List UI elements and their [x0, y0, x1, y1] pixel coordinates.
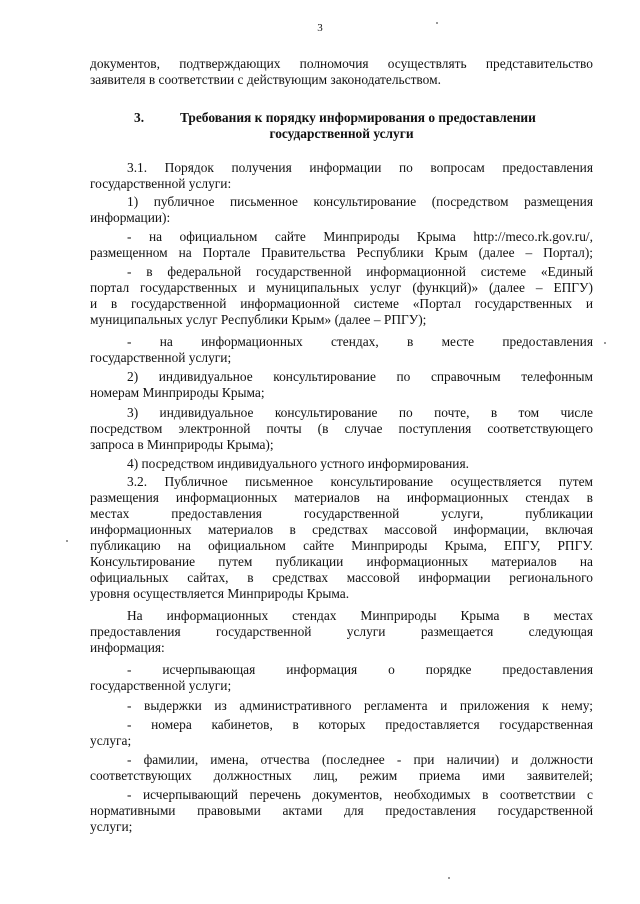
text-line: портал государственных и муниципальных услуг (функций)» (далее – ЕПГУ)	[90, 280, 593, 295]
text-line: официальных сайтах, в средствах массовой информации регионального	[90, 570, 593, 585]
text-line: 4) посредством индивидуального устного информирования.	[127, 456, 469, 471]
text-line: государственной услуги;	[90, 678, 232, 693]
text-line: - исчерпывающий перечень документов, необходимых в соответствии с	[127, 787, 593, 802]
text-line: государственной услуги:	[90, 176, 232, 191]
text-line: - фамилии, имена, отчества (последнее - при наличии) и должности	[127, 752, 593, 767]
text-line: и в государственной информационной системе «Портал государственных и	[90, 296, 593, 311]
text-line: документов, подтверждающих полномочия осуществлять представительство	[90, 56, 593, 71]
text-line: соответствующих должностных лиц, режим приема ими заявителей;	[90, 768, 593, 783]
text-line: - в федеральной государственной информационной системе «Единый	[127, 264, 593, 279]
text-line: услуга;	[90, 733, 132, 748]
text-line: заявителя в соответствии с действующим законодательством.	[90, 72, 441, 87]
section-heading: Требования к порядку информирования о предоставлении	[180, 110, 536, 125]
text-line: - на информационных стендах, в месте предоставления	[127, 334, 593, 349]
text-line: - номера кабинетов, в которых предоставляется государственная	[127, 717, 593, 732]
page-number: 3	[317, 22, 323, 34]
text-line: На информационных стендах Минприроды Крыма в местах	[127, 608, 593, 623]
text-line: 1) публичное письменное консультирование (посредством размещения	[127, 194, 593, 209]
scan-speck	[604, 342, 606, 344]
text-line: уровня осуществляется Минприроды Крыма.	[90, 586, 350, 601]
text-line: Консультирование путем публикации информационных материалов на	[90, 554, 593, 569]
text-line: 3.2. Публичное письменное консультирование осуществляется путем	[127, 474, 593, 489]
text-line: нормативными правовыми актами для предоставления государственной	[90, 803, 593, 818]
text-line: размещенном на Портале Правительства Республики Крым (далее – Портал);	[90, 245, 593, 260]
text-line: публикацию на официальном сайте Минприроды Крыма, ЕПГУ, РПГУ.	[90, 538, 593, 553]
text-line: информационных материалов в средствах массовой информации, включая	[90, 522, 593, 537]
scan-speck	[448, 877, 450, 879]
text-line: информация:	[90, 640, 165, 655]
text-line: посредством электронной почты (в случае поступления соответствующего	[90, 421, 593, 436]
text-line: 2) индивидуальное консультирование по справочным телефонным	[127, 369, 593, 384]
text-line: номерам Минприроды Крыма;	[90, 385, 265, 400]
text-line: - на официальном сайте Минприроды Крыма http://meco.rk.gov.ru/,	[127, 229, 593, 244]
text-line: муниципальных услуг Республики Крым» (далее – РПГУ);	[90, 312, 427, 327]
text-line: 3.1. Порядок получения информации по вопросам предоставления	[127, 160, 593, 175]
scan-speck	[66, 540, 68, 542]
scan-speck	[436, 22, 438, 24]
text-line: размещения информационных материалов на информационных стендах в	[90, 490, 593, 505]
text-line: 3) индивидуальное консультирование по почте, в том числе	[127, 405, 593, 420]
text-line: предоставления государственной услуги размещается следующая	[90, 624, 593, 639]
text-line: запроса в Минприроды Крыма);	[90, 437, 274, 452]
text-line: услуги;	[90, 819, 133, 834]
text-line: - исчерпывающая информация о порядке предоставления	[127, 662, 593, 677]
text-line: государственной услуги;	[90, 350, 232, 365]
section-heading: государственной услуги	[269, 126, 414, 141]
text-line: местах предоставления государственной услуги, публикации	[90, 506, 593, 521]
text-line: информации):	[90, 210, 171, 225]
section-number: 3.	[134, 110, 145, 125]
text-line: - выдержки из административного регламента и приложения к нему;	[127, 698, 593, 713]
